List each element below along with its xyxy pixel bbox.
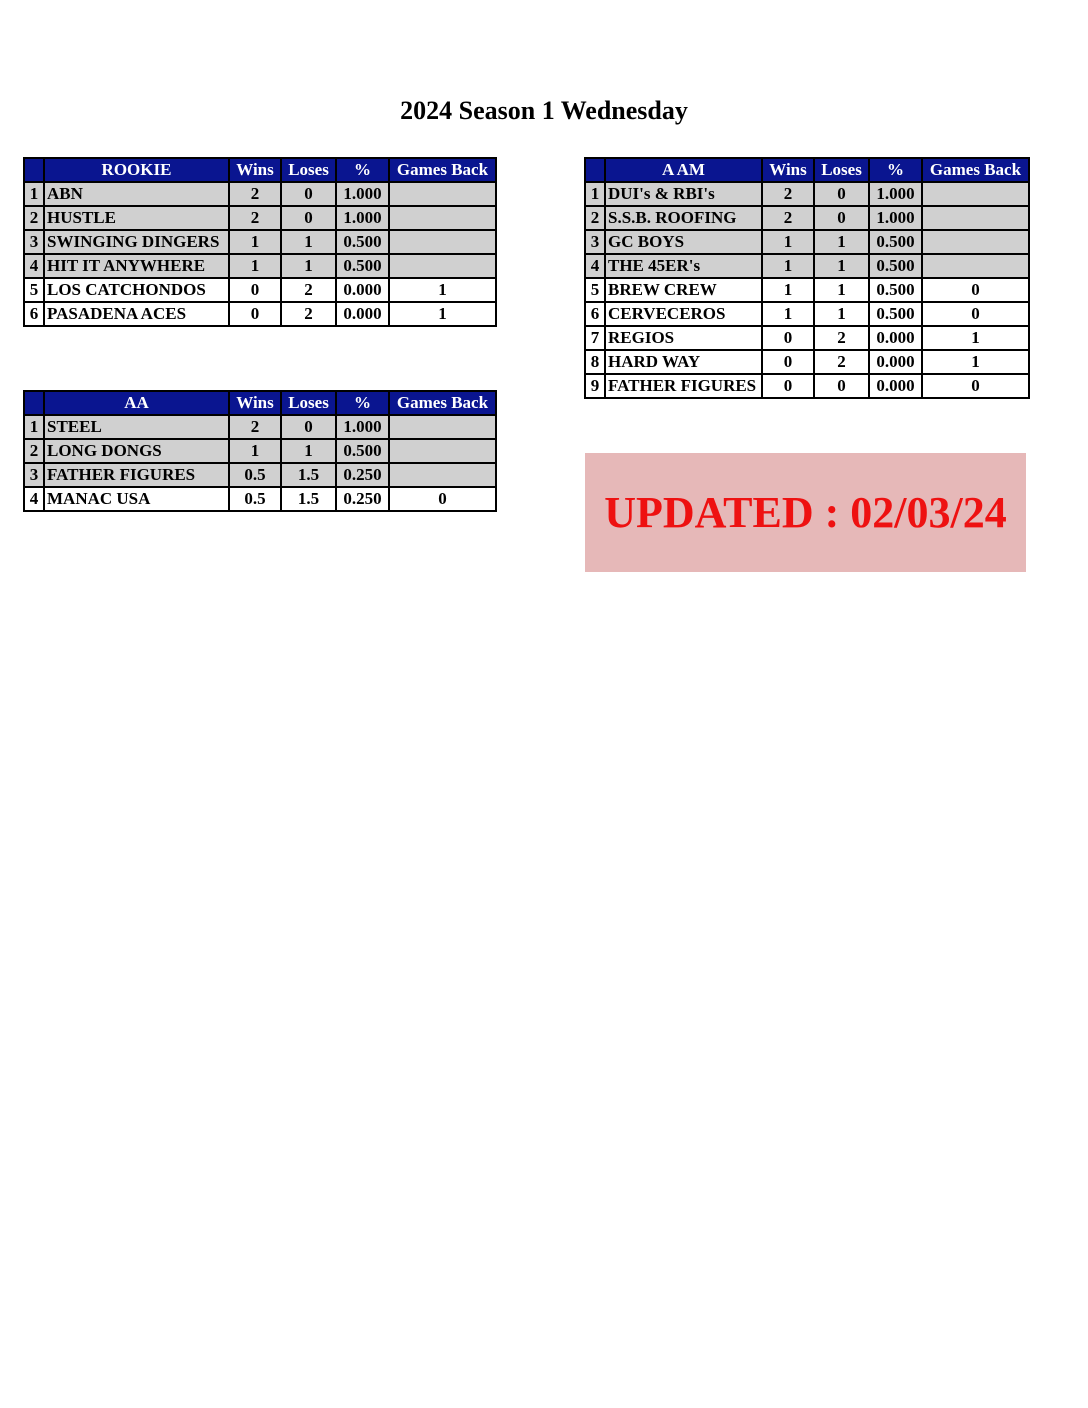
loses-header: Loses (281, 391, 336, 415)
loses-cell: 2 (281, 302, 336, 326)
page-title: 2024 Season 1 Wednesday (400, 96, 688, 125)
loses-cell: 1 (281, 439, 336, 463)
games-back-cell: 1 (389, 278, 496, 302)
loses-cell: 0 (814, 206, 869, 230)
pct-cell: 0.500 (869, 230, 922, 254)
loses-cell: 2 (814, 350, 869, 374)
games-back-cell: 0 (922, 278, 1029, 302)
table-row (585, 302, 1029, 326)
rank-cell: 2 (24, 206, 44, 230)
loses-header: Loses (281, 158, 336, 182)
rank-header-cell (585, 158, 605, 182)
wins-cell: 0 (229, 278, 281, 302)
rank-cell: 6 (24, 302, 44, 326)
rank-cell: 3 (24, 230, 44, 254)
wins-header: Wins (229, 158, 281, 182)
wins-cell: 1 (229, 439, 281, 463)
team-name-cell: HARD WAY (605, 350, 762, 374)
wins-cell: 1 (229, 230, 281, 254)
rank-header-cell (24, 391, 44, 415)
pct-cell: 0.000 (336, 278, 389, 302)
table-row (585, 254, 1029, 278)
pct-header: % (869, 158, 922, 182)
pct-cell: 0.500 (336, 230, 389, 254)
pct-cell: 1.000 (336, 206, 389, 230)
loses-cell: 1 (814, 302, 869, 326)
table-row (585, 206, 1029, 230)
loses-header: Loses (814, 158, 869, 182)
rank-cell: 3 (585, 230, 605, 254)
team-name-cell: HUSTLE (44, 206, 229, 230)
rank-cell: 9 (585, 374, 605, 398)
team-name-cell: THE 45ER's (605, 254, 762, 278)
loses-cell: 0 (281, 206, 336, 230)
games-back-cell (922, 230, 1029, 254)
rank-cell: 2 (585, 206, 605, 230)
team-name-cell: S.S.B. ROOFING (605, 206, 762, 230)
team-name-cell: LONG DONGS (44, 439, 229, 463)
team-name-cell: HIT IT ANYWHERE (44, 254, 229, 278)
games-back-cell (389, 463, 496, 487)
pct-header: % (336, 391, 389, 415)
games-back-cell: 1 (922, 326, 1029, 350)
wins-cell: 2 (762, 206, 814, 230)
team-name-cell: LOS CATCHONDOS (44, 278, 229, 302)
rank-cell: 4 (24, 254, 44, 278)
games-back-cell (389, 206, 496, 230)
wins-cell: 0 (762, 374, 814, 398)
table-header-row (585, 158, 1029, 182)
loses-cell: 0 (281, 182, 336, 206)
team-name-cell: ABN (44, 182, 229, 206)
pct-cell: 0.250 (336, 463, 389, 487)
rank-cell: 1 (24, 182, 44, 206)
rank-cell: 7 (585, 326, 605, 350)
table-row (24, 415, 496, 439)
team-name-cell: SWINGING DINGERS (44, 230, 229, 254)
a-am-standings-table (584, 157, 1030, 399)
rank-cell: 5 (24, 278, 44, 302)
pct-cell: 0.500 (869, 254, 922, 278)
games-back-cell: 0 (922, 374, 1029, 398)
rank-cell: 1 (585, 182, 605, 206)
division-name-header: AA (44, 391, 229, 415)
table-row (585, 326, 1029, 350)
table-row (24, 439, 496, 463)
wins-header: Wins (762, 158, 814, 182)
wins-cell: 1 (762, 302, 814, 326)
pct-header: % (336, 158, 389, 182)
table-row (24, 230, 496, 254)
updated-notice (585, 453, 1026, 572)
team-name-cell: MANAC USA (44, 487, 229, 511)
team-name-cell: REGIOS (605, 326, 762, 350)
table-row (24, 182, 496, 206)
wins-cell: 1 (762, 230, 814, 254)
rank-cell: 2 (24, 439, 44, 463)
pct-cell: 1.000 (869, 206, 922, 230)
loses-cell: 2 (281, 278, 336, 302)
pct-cell: 0.500 (869, 302, 922, 326)
loses-cell: 0 (281, 415, 336, 439)
table-row (24, 278, 496, 302)
loses-cell: 2 (814, 326, 869, 350)
table-row (24, 254, 496, 278)
pct-cell: 0.250 (336, 487, 389, 511)
wins-cell: 1 (762, 278, 814, 302)
rank-header-cell (24, 158, 44, 182)
team-name-cell: FATHER FIGURES (44, 463, 229, 487)
pct-cell: 0.500 (869, 278, 922, 302)
pct-cell: 0.500 (336, 439, 389, 463)
wins-cell: 2 (229, 182, 281, 206)
games-back-cell (389, 182, 496, 206)
loses-cell: 1 (814, 278, 869, 302)
games-back-cell (389, 415, 496, 439)
loses-cell: 0 (814, 182, 869, 206)
pct-cell: 0.500 (336, 254, 389, 278)
aa-standings-table (23, 390, 497, 512)
loses-cell: 1 (281, 254, 336, 278)
games-back-cell (389, 230, 496, 254)
loses-cell: 1 (814, 230, 869, 254)
team-name-cell: PASADENA ACES (44, 302, 229, 326)
division-name-header: ROOKIE (44, 158, 229, 182)
loses-cell: 0 (814, 374, 869, 398)
games-back-cell (922, 182, 1029, 206)
table-row (24, 487, 496, 511)
table-header-row (24, 391, 496, 415)
games-back-header: Games Back (922, 158, 1029, 182)
games-back-cell: 0 (389, 487, 496, 511)
rank-cell: 4 (585, 254, 605, 278)
table-row (585, 182, 1029, 206)
pct-cell: 0.000 (336, 302, 389, 326)
rank-cell: 8 (585, 350, 605, 374)
games-back-cell (389, 254, 496, 278)
table-row (585, 278, 1029, 302)
loses-cell: 1 (281, 230, 336, 254)
loses-cell: 1.5 (281, 487, 336, 511)
table-row (24, 206, 496, 230)
games-back-header: Games Back (389, 158, 496, 182)
table-row (585, 230, 1029, 254)
games-back-cell (389, 439, 496, 463)
wins-cell: 2 (229, 206, 281, 230)
wins-cell: 2 (229, 415, 281, 439)
games-back-header: Games Back (389, 391, 496, 415)
games-back-cell (922, 254, 1029, 278)
pct-cell: 1.000 (336, 182, 389, 206)
rank-cell: 3 (24, 463, 44, 487)
games-back-cell: 1 (922, 350, 1029, 374)
team-name-cell: STEEL (44, 415, 229, 439)
wins-cell: 0 (229, 302, 281, 326)
table-row (585, 350, 1029, 374)
team-name-cell: DUI's & RBI's (605, 182, 762, 206)
games-back-cell: 0 (922, 302, 1029, 326)
pct-cell: 0.000 (869, 374, 922, 398)
rank-cell: 5 (585, 278, 605, 302)
table-row (24, 463, 496, 487)
rank-cell: 4 (24, 487, 44, 511)
updated-date-label: UPDATED : 02/03/24 (604, 488, 1007, 537)
loses-cell: 1 (814, 254, 869, 278)
team-name-cell: FATHER FIGURES (605, 374, 762, 398)
wins-cell: 0 (762, 326, 814, 350)
wins-cell: 0.5 (229, 487, 281, 511)
wins-cell: 1 (229, 254, 281, 278)
rookie-standings-table (23, 157, 497, 327)
rank-cell: 6 (585, 302, 605, 326)
pct-cell: 0.000 (869, 350, 922, 374)
pct-cell: 1.000 (869, 182, 922, 206)
table-row (585, 374, 1029, 398)
games-back-cell: 1 (389, 302, 496, 326)
wins-cell: 2 (762, 182, 814, 206)
rank-cell: 1 (24, 415, 44, 439)
wins-cell: 1 (762, 254, 814, 278)
games-back-cell (922, 206, 1029, 230)
team-name-cell: CERVECEROS (605, 302, 762, 326)
pct-cell: 1.000 (336, 415, 389, 439)
team-name-cell: GC BOYS (605, 230, 762, 254)
loses-cell: 1.5 (281, 463, 336, 487)
table-header-row (24, 158, 496, 182)
pct-cell: 0.000 (869, 326, 922, 350)
team-name-cell: BREW CREW (605, 278, 762, 302)
wins-header: Wins (229, 391, 281, 415)
wins-cell: 0 (762, 350, 814, 374)
table-row (24, 302, 496, 326)
division-name-header: A AM (605, 158, 762, 182)
wins-cell: 0.5 (229, 463, 281, 487)
